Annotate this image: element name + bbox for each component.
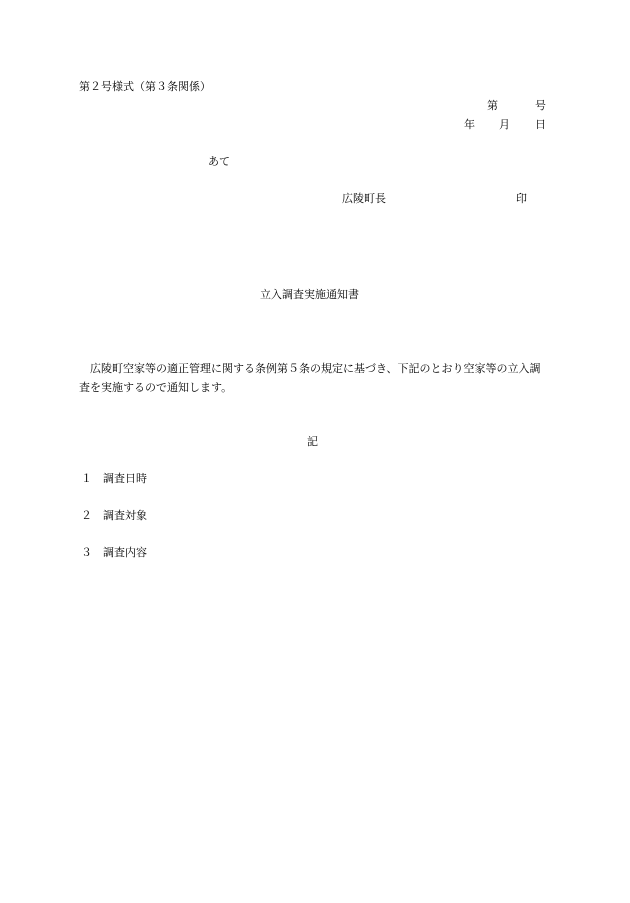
ki-heading: 記 (307, 435, 318, 448)
date-month: 月 (499, 118, 510, 131)
addressee-label: あて (208, 155, 230, 168)
seal-mark: 印 (516, 192, 527, 205)
item-label: 調査対象 (103, 509, 147, 522)
form-label: 第２号様式（第３条関係） (79, 80, 211, 93)
body-paragraph: 広陵町空家等の適正管理に関する条例第５条の規定に基づき、下記のとおり空家等の立入調査を実施するので通知します。 (79, 362, 541, 394)
date-day: 日 (535, 118, 546, 131)
item-number: ２ (81, 509, 92, 522)
item-number: １ (81, 472, 92, 485)
document-title: 立入調査実施通知書 (260, 288, 359, 301)
item-number: ３ (81, 546, 92, 559)
date-year: 年 (464, 118, 475, 131)
item-label: 調査日時 (103, 472, 147, 485)
number-suffix: 号 (535, 99, 546, 112)
item-label: 調査内容 (103, 546, 147, 559)
number-prefix: 第 (487, 99, 498, 112)
sender-title: 広陵町長 (342, 192, 386, 205)
